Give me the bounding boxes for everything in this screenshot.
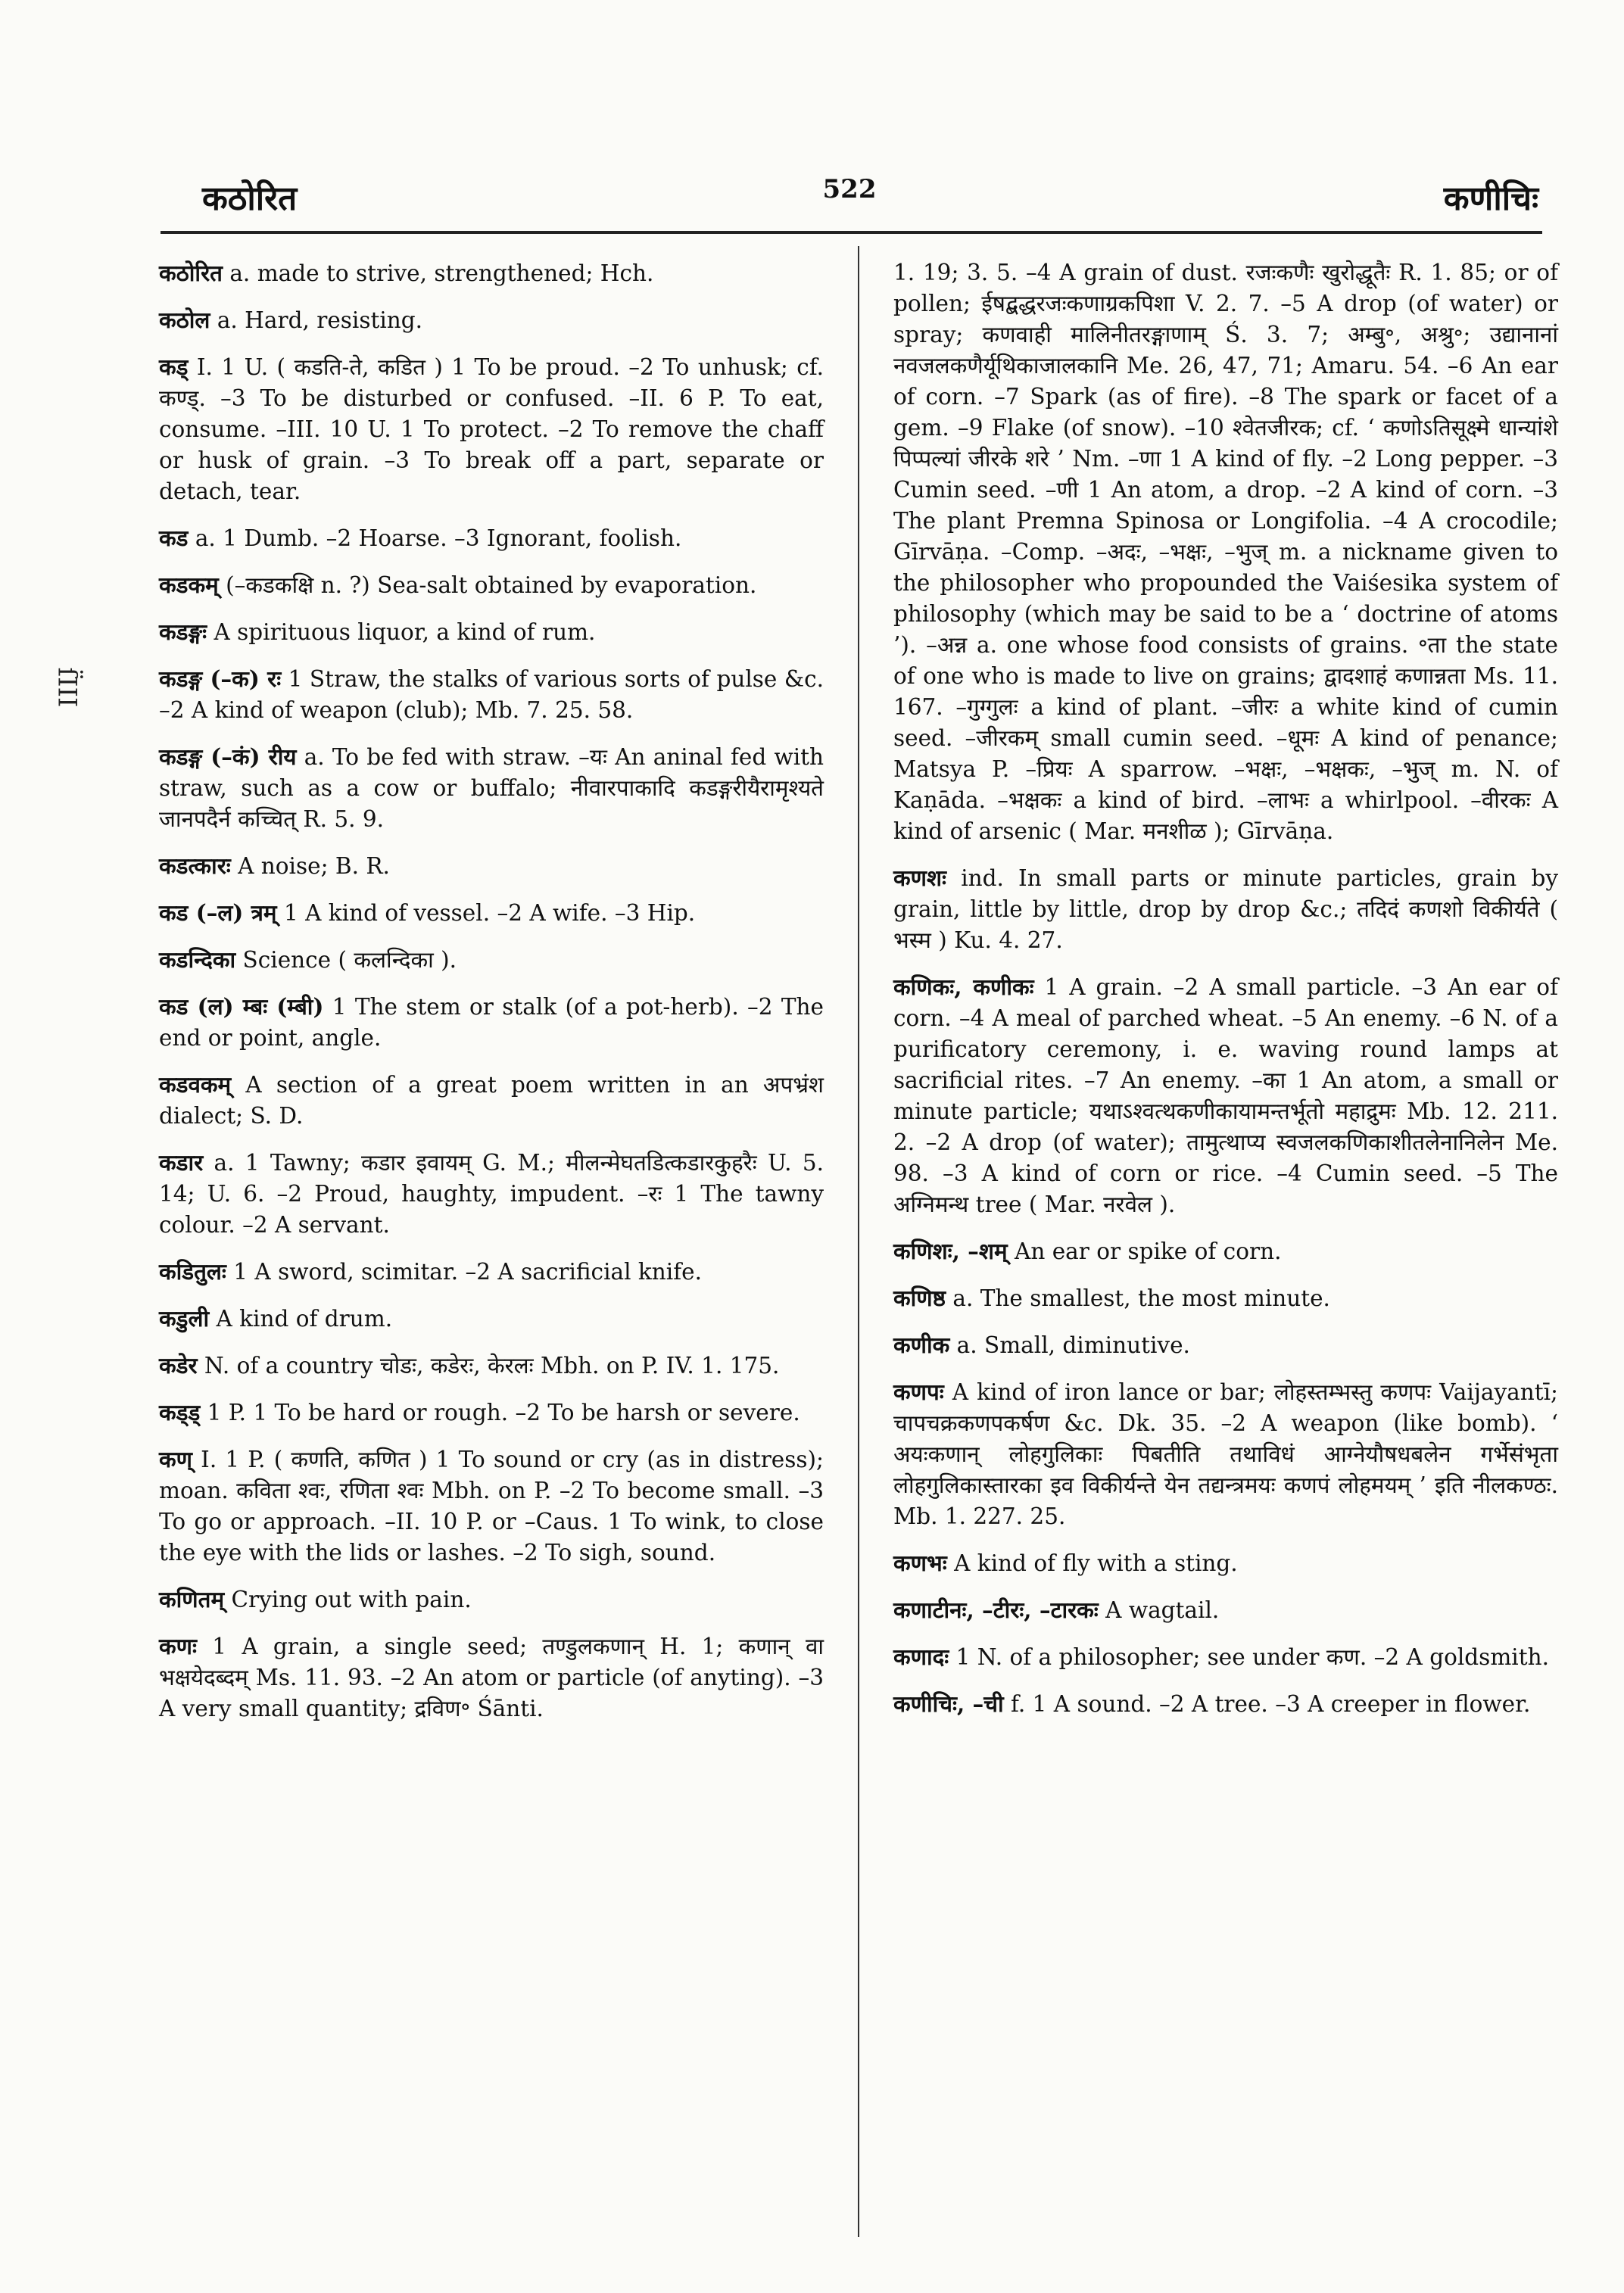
entry-headword: कणशः (893, 865, 947, 891)
entry-definition: 1 N. of a philosopher; see under कण. –2 A goldsmith. (949, 1644, 1549, 1670)
entry-headword: कडन्दिका (159, 946, 236, 973)
dictionary-entry (159, 1350, 824, 1382)
entry-headword: कठोल (159, 307, 210, 333)
entry-definition: a. To be fed with straw. –यः An aninal fed with straw, such as a cow or buffalo; नीवारपाकादि कडङ्गरीयैरामृश्यते जानपदैर्न कच्चित् R. 5. 9. (159, 744, 824, 832)
entry-headword: कडेर (159, 1352, 198, 1379)
entry-headword: कडितुलः (159, 1258, 226, 1285)
entry-headword: कड् (159, 354, 189, 380)
entry-definition: a. made to strive, strengthened; Hch. (222, 260, 654, 286)
entry-headword: कड (ल) म्बः (म्बी) (159, 993, 324, 1020)
entry-definition: ind. In small parts or minute particles, grain by grain, little by little, drop by drop &c.; तदिदं कणशो विकीर्यते ( भस्म ) Ku. 4. 27. (893, 865, 1558, 953)
right-running-headword: कणीचिः (1443, 179, 1538, 218)
dictionary-entry (893, 1235, 1558, 1267)
entry-headword: कणभः (893, 1550, 947, 1576)
entry-definition: a. The smallest, the most minute. (946, 1285, 1330, 1311)
dictionary-entry (893, 1547, 1558, 1579)
dictionary-entry (159, 1631, 824, 1724)
dictionary-entry (159, 663, 824, 726)
left-running-headword: कठोरित (202, 179, 298, 218)
dictionary-entry (159, 1584, 824, 1615)
entry-definition: 1 A kind of vessel. –2 A wife. –3 Hip. (276, 900, 696, 926)
entry-definition: N. of a country चोडः, कडेरः, केरलः Mbh. on P. IV. 1. 175. (197, 1353, 780, 1379)
dictionary-entry (893, 1376, 1558, 1532)
entry-definition: (–कडकक्षि n. ?) Sea-salt obtained by evaporation. (218, 572, 757, 598)
entry-headword: कणादः (893, 1643, 949, 1670)
page-number: 522 (822, 174, 877, 204)
dictionary-entry (159, 569, 824, 601)
entry-definition: 1 P. 1 To be hard or rough. –2 To be harsh or severe. (200, 1400, 800, 1425)
dictionary-entry (159, 741, 824, 835)
entry-definition: I. 1 P. ( कणति, कणित ) 1 To sound or cry (as in distress); moan. कविता श्वः, रणिता श्वः Mbh. on P. –2 To become small. –3 To go or approach. –II. 10 P. or –Caus. 1 To wink, to close the eye with the lids or lashes. –2 To sigh, sound. (159, 1447, 824, 1566)
entry-definition: A section of a great poem written in an अपभ्रंश dialect; S. D. (159, 1072, 824, 1129)
entry-definition: Crying out with pain. (224, 1587, 472, 1612)
entry-headword: कणपः (893, 1379, 944, 1405)
dictionary-entry (893, 1641, 1558, 1673)
dictionary-entry (159, 616, 824, 648)
entry-definition: A spirituous liquor, a kind of rum. (207, 619, 596, 645)
entry-definition: 1 The stem or stalk (of a pot-herb). –2 The end or point, angle. (159, 994, 824, 1051)
entry-headword: कडुली (159, 1305, 210, 1332)
dictionary-entry (893, 971, 1558, 1220)
dictionary-entry (893, 257, 1558, 847)
entry-headword: कडङ्ग (–कं) रीय (159, 743, 297, 770)
dictionary-entry (159, 1256, 824, 1288)
entry-headword: कणाटीनः, –टीरः, –टारकः (893, 1597, 1099, 1623)
dictionary-entry (159, 1147, 824, 1241)
entry-headword: कण् (159, 1446, 192, 1472)
dictionary-entry (159, 850, 824, 882)
page-header (161, 167, 1538, 235)
entry-definition: a. 1 Tawny; कडार इवायम् G. M.; मीलन्मेघतडित्कडारकुहरैः U. 5. 14; U. 6. –2 Proud, haughty, impudent. –रः 1 The tawny colour. –2 A servant. (159, 1150, 824, 1238)
entry-headword: कडकम् (159, 572, 219, 598)
entry-headword: कड (–ल) त्रम् (159, 899, 277, 926)
entry-headword: कणीक (893, 1332, 950, 1358)
entry-definition: A kind of fly with a sting. (946, 1550, 1238, 1576)
entry-definition: f. 1 A sound. –2 A tree. –3 A creeper in flower. (1003, 1691, 1531, 1717)
entry-definition: a. Small, diminutive. (949, 1332, 1190, 1358)
dictionary-entry (893, 862, 1558, 956)
entry-definition: A kind of drum. (209, 1306, 393, 1332)
entry-definition: a. 1 Dumb. –2 Hoarse. –3 Ignorant, foolish. (188, 525, 682, 551)
entry-headword: कणिष्ठ (893, 1285, 946, 1311)
entry-definition: A noise; B. R. (230, 853, 390, 879)
entry-definition: 1 A sword, scimitar. –2 A sacrificial knife. (226, 1259, 702, 1285)
entry-headword: कडार (159, 1149, 204, 1176)
entry-headword: कणिशः, –शम् (893, 1238, 1008, 1264)
dictionary-entry (893, 1594, 1558, 1626)
dictionary-entry (159, 304, 824, 336)
entry-headword: कड (159, 525, 189, 551)
dictionary-entry (893, 1282, 1558, 1314)
dictionary-entry (159, 1069, 824, 1132)
entry-definition: A kind of iron lance or bar; लोहस्तम्भस्तु कणपः Vaijayantī; चापचक्रकणपकर्षण &c. Dk. 35. –2 A weapon (like bomb). ‘ अयःकणान् लोहगुलिकाः पिबतीति तथाविधं आग्नेयौषधबलेन गर्भेसंभृता लोहगुलिकास्तारका इव विकीर्यन्ते येन तद्यन्त्रमयः कणपं लोहमयम् ’ इति नीलकण्ठः. Mb. 1. 227. 25. (893, 1379, 1558, 1529)
dictionary-entry (159, 991, 824, 1054)
dictionary-entry (159, 944, 824, 976)
dictionary-entry (159, 351, 824, 507)
entry-definition: 1 A grain, a single seed; तण्डुलकणान् H. 1; कणान् वा भक्षयेदब्दम् Ms. 11. 93. –2 An atom or particle (of anyting). –3 A very small quantity; द्रविण॰ Śānti. (159, 1634, 824, 1721)
dictionary-entry (159, 1444, 824, 1569)
margin-mark: ſ̈III (51, 667, 83, 708)
left-column (159, 257, 824, 1740)
dictionary-entry (893, 1688, 1558, 1720)
entry-headword: कडङ्गः (159, 618, 207, 645)
entry-headword: कणिकः, कणीकः (893, 974, 1034, 1000)
entry-definition: 1. 19; 3. 5. –4 A grain of dust. रजःकणैः खुरोद्धूतैः R. 1. 85; or of pollen; ईषद्बद्धरजःकणाग्रकपिशा V. 2. 7. –5 A drop (of water) or spray; कणवाही मालिनीतरङ्गाणाम् Ś. 3. 7; अम्बु॰, अश्रु॰; उद्यानानां नवजलकणैर्यूथिकाजालकानि Me. 26, 47, 71; Amaru. 54. –6 An ear of corn. –7 Spark (as of fire). –8 The spark or facet of a gem. –9 Flake (of snow). –10 श्वेतजीरक; cf. ‘ कणोऽतिसूक्ष्मे धान्यांशे पिप्पल्यां जीरके शरे ’ Nm. –णा 1 A kind of fly. –2 Long pepper. –3 Cumin seed. –णी 1 An atom, a drop. –2 A kind of corn. –3 The plant Premna Spinosa or Longifolia. –4 A crocodile; Gīrvāṇa. –Comp. –अदः, –भक्षः, –भुज् m. a nickname given to the philosopher who propounded the Vaiśesika system of philosophy (which may be said to be a ‘ doctrine of atoms ’). –अन्न a. one whose food consists of grains. ॰ता the state of one who is made to live on grains; द्वादशाहं कणान्नता Ms. 11. 167. –गुग्गुलः a kind of plant. –जीरः a white kind of cumin seed. –जीरकम् small cumin seed. –धूमः A kind of penance; Matsya P. –प्रियः A sparrow. –भक्षः, –भक्षकः, –भुज् m. N. of Kaṇāda. –भक्षकः a kind of bird. –लाभः a whirlpool. –वीरकः A kind of arsenic ( Mar. मनशीळ ); Gīrvāṇa. (893, 260, 1558, 844)
entry-headword: कणितम् (159, 1586, 225, 1612)
dictionary-entry (893, 1329, 1558, 1361)
dictionary-entry (159, 257, 824, 289)
entry-definition: An ear or spike of corn. (1007, 1238, 1282, 1264)
dictionary-entry (159, 1397, 824, 1428)
entry-definition: A wagtail. (1098, 1597, 1220, 1623)
dictionary-entry (159, 522, 824, 554)
entry-headword: कड्ड् (159, 1399, 201, 1425)
entry-headword: कडङ्ग (–क) रः (159, 665, 282, 692)
entry-headword: कडवकम् (159, 1071, 232, 1098)
header-rule (161, 231, 1542, 234)
entry-headword: कणीचिः, –ची (893, 1690, 1004, 1717)
entry-definition: Science ( कलन्दिका ). (235, 947, 457, 973)
dictionary-entry (159, 897, 824, 929)
column-divider (858, 246, 859, 2237)
dictionary-entry (159, 1303, 824, 1335)
entry-headword: कठोरित (159, 260, 223, 286)
right-column (893, 257, 1558, 1735)
entry-definition: a. Hard, resisting. (210, 307, 423, 333)
entry-headword: कडत्कारः (159, 852, 231, 879)
entry-definition: 1 A grain. –2 A small particle. –3 An ear of corn. –4 A meal of parched wheat. –5 An enemy. –6 N. of a purificatory ceremony, i. e. waving round lamps at sacrificial rites. –7 An enemy. –का 1 An atom, a small or minute particle; यथाऽश्वत्थकणीकायामन्तर्भूतो महाद्रुमः Mb. 12. 211. 2. –2 A drop (of water); तामुत्थाप्य स्वजलकणिकाशीतलेनानिलेन Me. 98. –3 A kind of corn or rice. –4 Cumin seed. –5 The अग्निमन्थ tree ( Mar. नरवेल ). (893, 974, 1558, 1217)
entry-definition: 1 Straw, the stalks of various sorts of pulse &c. –2 A kind of weapon (club); Mb. 7. 25. 58. (159, 666, 824, 723)
entry-headword: कणः (159, 1633, 197, 1659)
entry-definition: I. 1 U. ( कडति-ते, कडित ) 1 To be proud. –2 To unhusk; cf. कण्ड्. –3 To be disturbed or confused. –II. 6 P. To eat, consume. –III. 10 U. 1 To protect. –2 To remove the chaff or husk of grain. –3 To break off a part, separate or detach, tear. (159, 354, 824, 504)
